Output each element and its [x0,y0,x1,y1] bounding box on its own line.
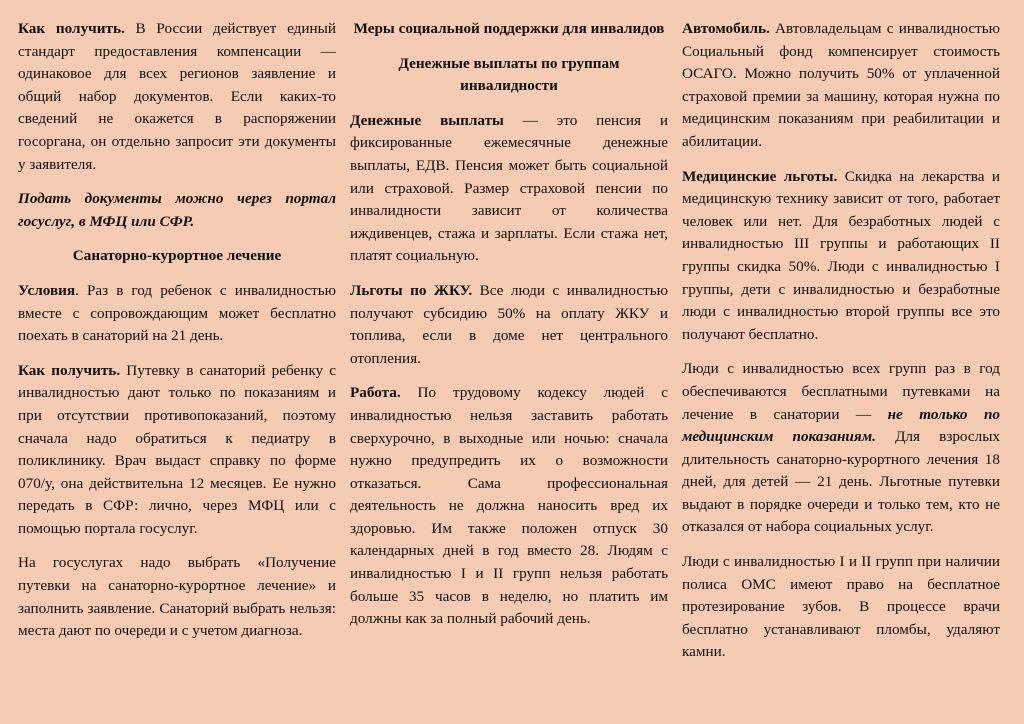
sanatorium-heading: Санаторно-курортное лечение [72,247,282,265]
column-left [18,18,336,655]
housing-paragraph [350,280,668,370]
car-label: Автомобиль. [682,20,770,37]
sanatorium-how-to-label: Как получить. [18,361,121,379]
car-paragraph [682,18,1000,154]
vouchers-paragraph [682,358,1000,539]
work-text: По трудовому кодексу людей с инвалидностью нельзя заставить работать сверхурочно, в выходные или ночью: сначала нужно предупредить их о возможности отказаться. Сама профессиональная деятельность не должна наносить вред их здоровью. Им также положен отпуск 30 календарных дней в год вместо 28. Людям с инвалидностью I и II групп нельзя работать больше 35 часов в неделю, но платить им должны как за полный рабочий день. [350,384,668,628]
payments-text: — это пенсия и фиксированные ежемесячные денежные выплаты, ЕДВ. Пенсия может быть социальной или страховой. Размер страховой пенсии по инвалидности зависит от количества иждивенцев, стажа и зарплаты. Если стажа нет, платят социальную. [350,111,668,265]
document-title: Меры социальной поддержки для инвалидов [353,20,665,37]
work-paragraph [350,382,668,631]
sanatorium-how-to-paragraph [18,360,336,541]
submit-documents-note: Подать документы можно через портал госуслуг, в МФЦ или СФР. [18,190,336,230]
dental-paragraph: Люди с инвалидностью I и II групп при наличии полиса ОМС имеют право на бесплатное протезирование зубов. В процессе врачи бесплатно устанавливают пломбы, удаляют камни. [682,553,1000,661]
column-right [682,18,1000,676]
vouchers-text-end: Для взрослых длительность санаторно-курортного лечения 18 дней, для детей — 21 день. Льготные путевки выдают в порядке очереди и только тем, кто не отказался от набора социальных услуг. [682,428,1000,536]
conditions-label: Условия [18,281,76,299]
housing-label: Льготы по ЖКУ. [350,281,473,299]
housing-text: Все люди с инвалидностью получают субсидию 50% на оплату ЖКУ и топлива, если в доме нет центрального отопления. [350,281,668,367]
payments-label: Денежные выплаты [350,111,504,129]
gosuslugi-paragraph: На госуслугах надо выбрать «Получение путевки на санаторно-курортное лечение» и заполнить заявление. Санаторий выбрать нельзя: места дают по очереди и с учетом диагноза. [18,554,336,640]
medical-label: Медицинские льготы. [682,167,838,185]
how-to-get-paragraph [18,18,336,176]
vouchers-emphasis: не только по медицинским показаниям. [682,405,1000,446]
how-to-get-label: Как получить. [18,20,125,37]
vouchers-text-start: Люди с инвалидностью всех групп раз в год обеспечиваются бесплатными путевками на лечение в санатории — [682,360,1000,423]
work-label: Работа. [350,384,401,402]
how-to-get-text: В России действует единый стандарт предоставления компенсации — одинаковое для всех регионов заявление и общий набор документов. Если каких-то сведений не окажется в распоряжении госоргана, он отдельно запросит эти документы у заявителя. [18,20,336,173]
column-middle [350,18,668,643]
sanatorium-how-to-text: Путевку в санаторий ребенку с инвалидностью дают только по показаниям и при отсутствии противопоказаний, поэтому сначала надо обратиться к педиатру в поликлинику. Врач выдаст справку по форме 070/у, она действительна 12 месяцев. Ее нужно передать в СФР: лично, через МФЦ или с помощью портала госуслуг. [18,361,336,537]
conditions-paragraph [18,280,336,348]
payments-paragraph [350,110,668,268]
medical-paragraph [682,166,1000,347]
conditions-text: . Раз в год ребенок с инвалидностью вместе с сопровождающим может бесплатно поехать в санаторий на 21 день. [18,281,336,345]
car-text: Автовладельцам с инвалидностью Социальный фонд компенсирует стоимость ОСАГО. Можно получить 50% от уплаченной страховой премии за машину, которая нужна по медицинским показаниям при реабилитации и абилитации. [682,20,1000,150]
medical-text: Скидка на лекарства и медицинскую технику зависит от того, работает человек или нет. Для безработных людей с инвалидностью III группы и работающих II группы скидка 50%. Люди с инвалидностью I группы, дети с инвалидностью и безработные люди с инвалидностью второй группы все это получают бесплатно. [682,167,1000,343]
section-subtitle: Денежные выплаты по группам инвалидности [398,54,620,95]
